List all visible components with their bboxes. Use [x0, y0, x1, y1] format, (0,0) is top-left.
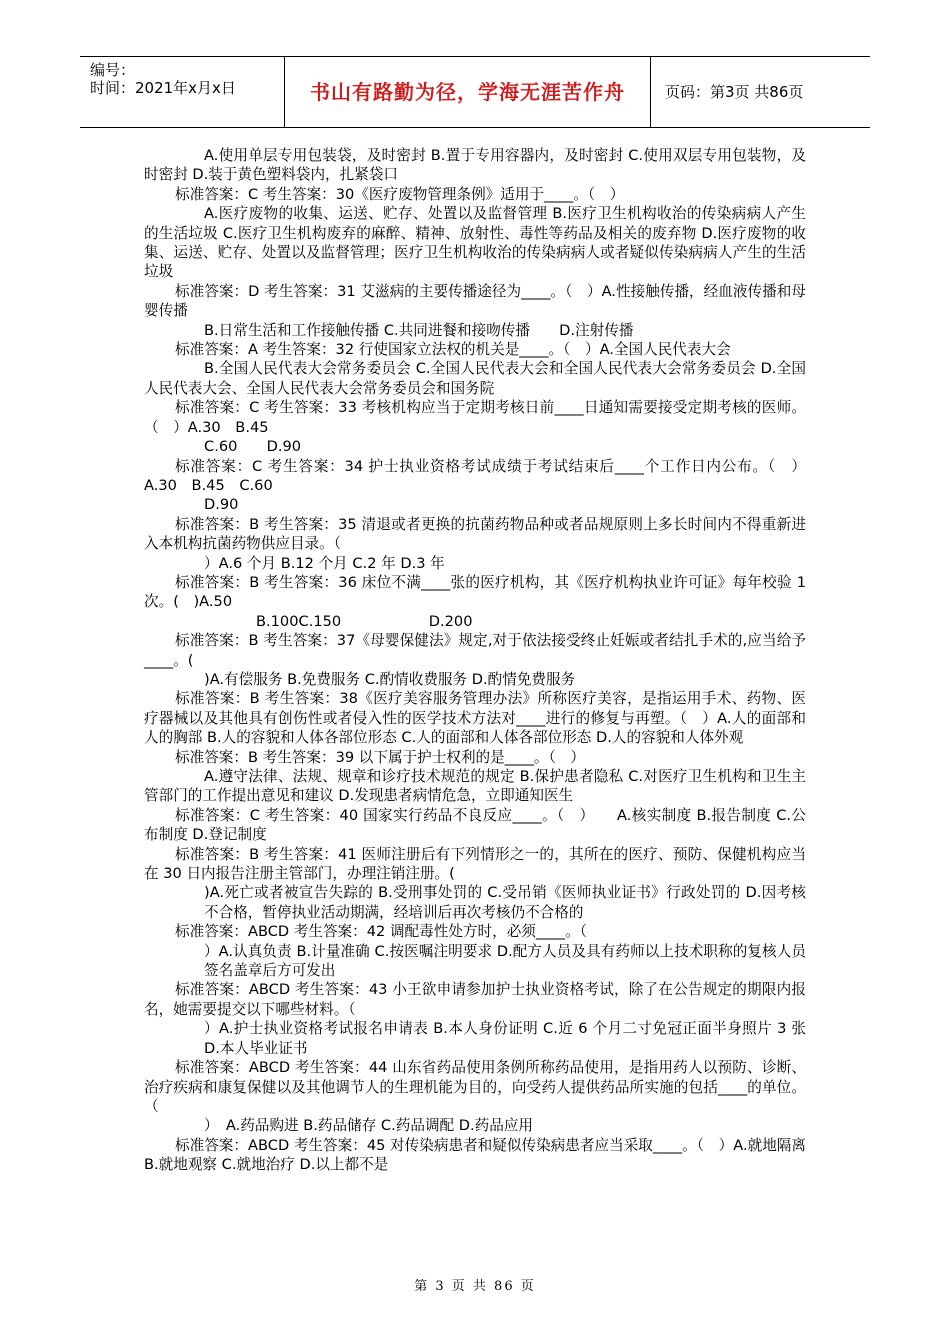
option-paragraph: ） A.药品购进 B.药品储存 C.药品调配 D.药品应用 — [204, 1117, 534, 1135]
option-paragraph: B.日常生活和工作接触传播 C.共同进餐和接吻传播 D.注射传播 — [204, 321, 634, 339]
answer-question-paragraph: 标准答案：A 考生答案：32 行使国家立法权的机关是____。（ ）A.全国人民代表大会 — [175, 341, 731, 359]
option-paragraph: C.60 D.90 — [204, 438, 302, 456]
answer-question-paragraph: 标准答案：D 考生答案：31 艾滋病的主要传播途径为____。（ ）A.性接触传播，经血液传播和母婴传播 — [144, 282, 806, 320]
option-paragraph: ）A.6 个月 B.12 个月 C.2 年 D.3 年 — [204, 554, 445, 572]
option-paragraph: )A.有偿服务 B.免费服务 C.酌情收费服务 D.酌情免费服务 — [204, 670, 576, 688]
option-paragraph: )A.死亡或者被宣告失踪的 B.受刑事处罚的 C.受吊销《医师执业证书》行政处罚的 D.因考核不合格，暂停执业活动期满，经培训后再次考核仍不合格的 — [204, 884, 806, 921]
header-motto: 书山有路勤为径，学海无涯苦作舟 — [310, 80, 625, 104]
answer-question-paragraph: 标准答案：ABCD 考生答案：44 山东省药品使用条例所称药品使用，是指用药人以预防、诊断、治疗疾病和康复保健以及其他调节人的生理机能为目的，向受药人提供药品所实施的包括____的单位。（ — [144, 1059, 806, 1115]
answer-question-paragraph: 标准答案：ABCD 考生答案：45 对传染病患者和疑似传染病患者应当采取____。（ ）A.就地隔离 B.就地观察 C.就地治疗 D.以上都不是 — [144, 1136, 806, 1174]
option-paragraph: B.全国人民代表大会常务委员会 C.全国人民代表大会和全国人民代表大会常务委员会 D.全国人民代表大会、全国人民代表大会常务委员会和国务院 — [144, 360, 806, 397]
answer-question-paragraph: 标准答案：B 考生答案：37《母婴保健法》规定,对于依法接受终止妊娠或者结扎手术的,应当给予____。( — [144, 632, 806, 669]
option-paragraph: A.遵守法律、法规、规章和诊疗技术规范的规定 B.保护患者隐私 C.对医疗卫生机构和卫生主管部门的工作提出意见和建议 D.发现患者病情危急，立即通知医生 — [144, 768, 806, 805]
answer-question-paragraph: 标准答案：C 考生答案：30《医疗废物管理条例》适用于____。（ ） — [175, 185, 625, 203]
header-page-info: 页码：第3页 共86页 — [665, 83, 804, 101]
document-number-label: 编号： — [90, 61, 136, 79]
answer-question-paragraph: 标准答案：ABCD 考生答案：42 调配毒性处方时，必须____。（ — [175, 923, 587, 941]
option-paragraph: D.90 — [204, 496, 239, 514]
answer-question-paragraph: 标准答案：ABCD 考生答案：43 小王欲申请参加护士执业资格考试，除了在公告规定的期限内报名，她需要提交以下哪些材料。（ — [144, 981, 806, 1018]
option-paragraph: A.医疗废物的收集、运送、贮存、处置以及监督管理 B.医疗卫生机构收治的传染病病人产生的生活垃圾 C.医疗卫生机构废弃的麻醉、精神、放射性、毒性等药品及相关的废弃物 D.医疗废物的收集、运送、贮存、处置以及监督管理；医疗卫生机构收治的传染病病人或者疑似传染病病人产生的生活垃圾 — [144, 205, 806, 281]
option-paragraph: B.100C.150 D.200 — [256, 612, 473, 630]
header-meta — [80, 57, 285, 127]
page-footer: 第 3 页 共 86 页 — [414, 1279, 536, 1294]
answer-question-paragraph: 标准答案：C 考生答案：40 国家实行药品不良反应____。（ ） A.核实制度 B.报告制度 C.公布制度 D.登记制度 — [144, 806, 806, 844]
answer-question-paragraph: 标准答案：C 考生答案：33 考核机构应当于定期考核日前____日通知需要接受定期考核的医师。（ ）A.30 B.45 — [144, 399, 806, 436]
header-motto-cell — [285, 57, 651, 127]
answer-question-paragraph: 标准答案：B 考生答案：41 医师注册后有下列情形之一的，其所在的医疗、预防、保健机构应当在 30 日内报告注册主管部门，办理注销注册。( — [144, 845, 806, 883]
answer-question-paragraph: 标准答案：B 考生答案：36 床位不满____张的医疗机构，其《医疗机构执业许可证》每年校验 1 次。( )A.50 — [144, 573, 806, 611]
page-header — [80, 56, 870, 128]
option-paragraph: ）A.护士执业资格考试报名申请表 B.本人身份证明 C.近 6 个月二寸免冠正面半身照片 3 张 D.本人毕业证书 — [204, 1020, 806, 1057]
answer-question-paragraph: 标准答案：C 考生答案：34 护士执业资格考试成绩于考试结束后____个工作日内公布。（ ）A.30 B.45 C.60 — [144, 457, 806, 494]
answer-question-paragraph: 标准答案：B 考生答案：39 以下属于护士权利的是____。（ ） — [175, 748, 585, 766]
answer-question-paragraph: 标准答案：B 考生答案：35 清退或者更换的抗菌药物品种或者品规原则上多长时间内不得重新进入本机构抗菌药物供应目录。（ — [144, 515, 806, 553]
answer-question-paragraph: 标准答案：B 考生答案：38《医疗美容服务管理办法》所称医疗美容，是指运用手术、药物、医疗器械以及其他具有创伤性或者侵入性的医学技术方法对____进行的修复与再塑。（ ）A.人的面部和人的胸部 B.人的容貌和人体各部位形态 C.人的面部和人体各部位形态 D.人的容貌和人体外观 — [144, 690, 806, 747]
document-time-label: 时间：2021年x月x日 — [90, 79, 236, 97]
document-body — [144, 146, 806, 1175]
option-paragraph: A.使用单层专用包装袋，及时密封 B.置于专用容器内，及时密封 C.使用双层专用包装物，及时密封 D.装于黄色塑料袋内，扎紧袋口 — [144, 147, 806, 184]
option-paragraph: ）A.认真负责 B.计量准确 C.按医嘱注明要求 D.配方人员及具有药师以上技术职称的复核人员签名盖章后方可发出 — [204, 942, 806, 980]
